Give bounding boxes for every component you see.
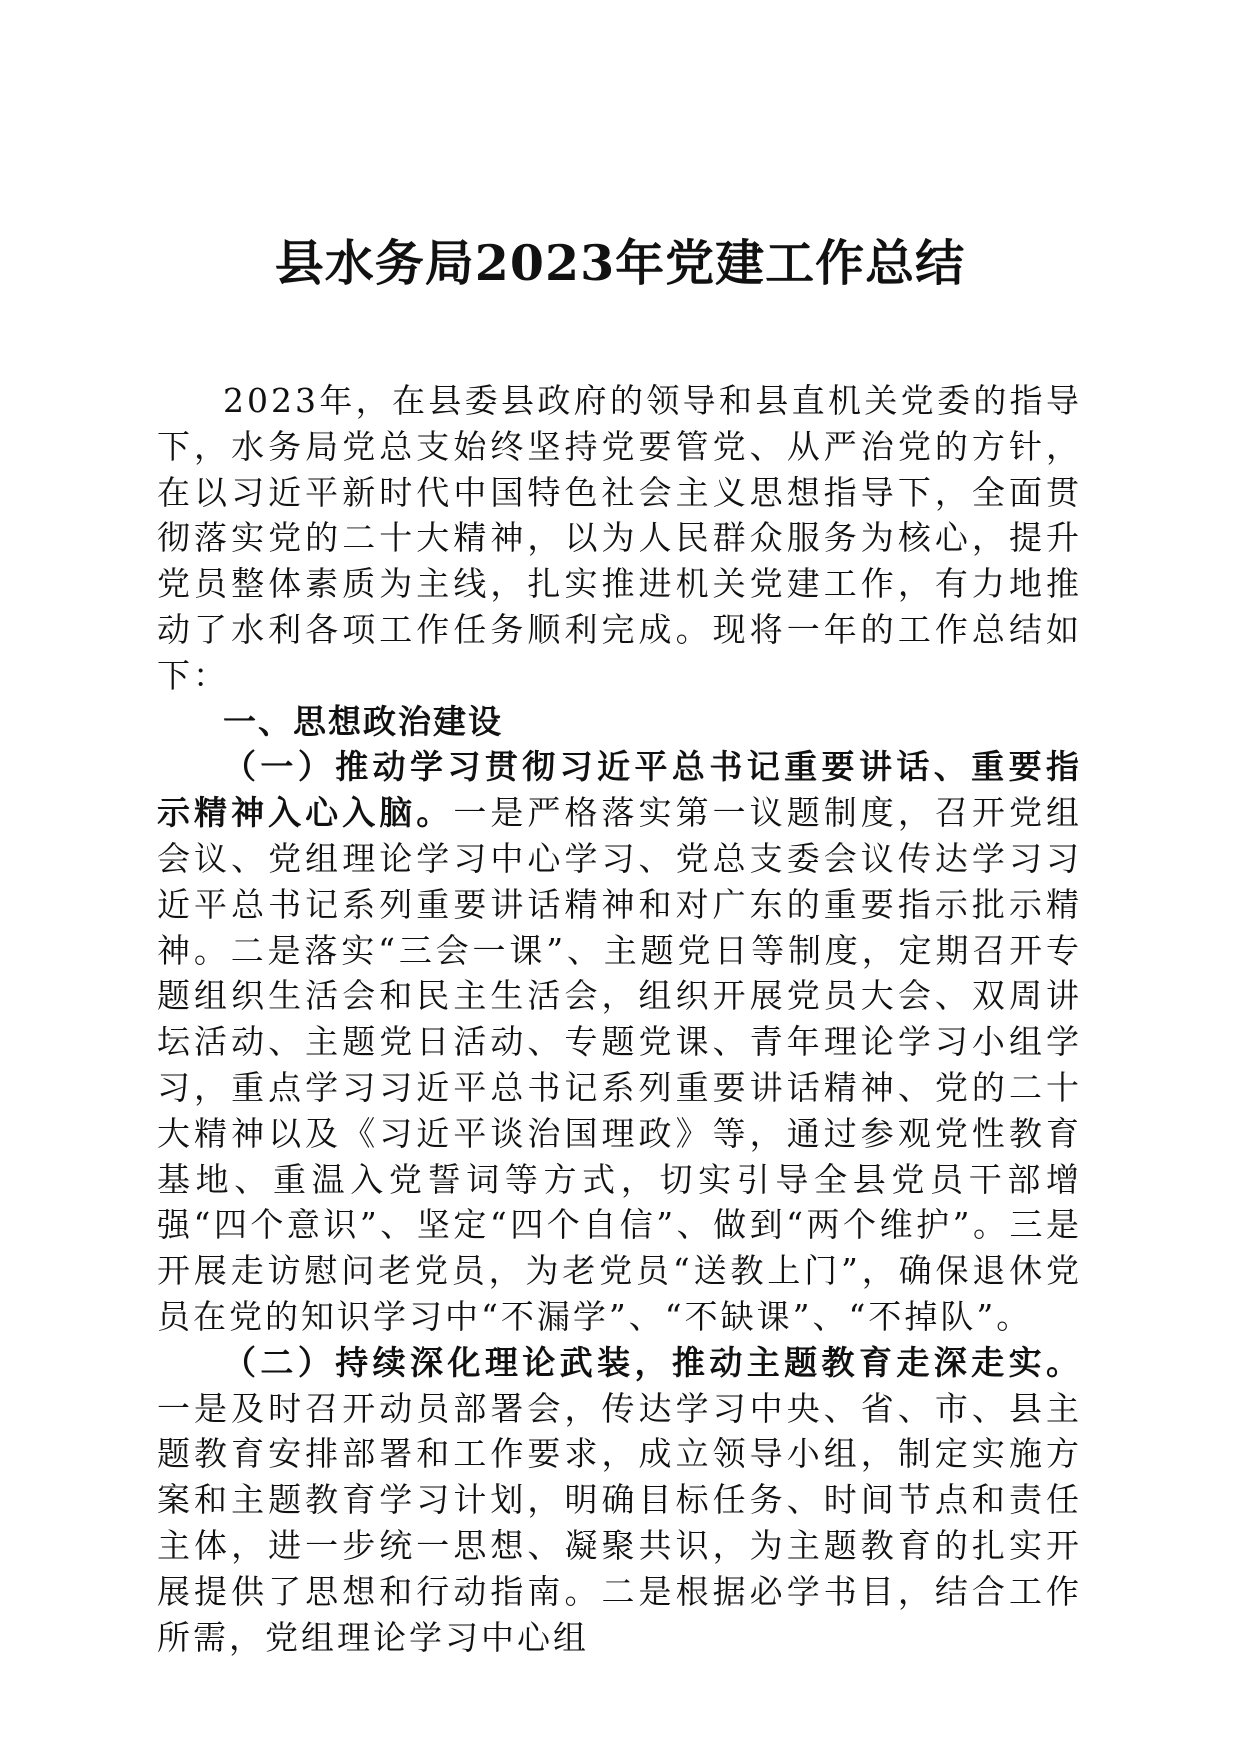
section-paragraph (157, 744, 1082, 1339)
paragraph-subheading: （一）推动学习贯彻习近平总书记重要讲话、重要指示精神入心入脑。 (157, 747, 1082, 833)
section-paragraph (157, 1340, 1082, 1661)
paragraph-subheading: （二）持续深化理论武装，推动主题教育走深走实。 (223, 1342, 1082, 1382)
document-body (157, 378, 1082, 1660)
document-title: 县水务局2023年党建工作总结 (274, 234, 966, 292)
intro-paragraph: 2023年，在县委县政府的领导和县直机关党委的指导下，水务局党总支始终坚持党要管党、从严治党的方针，在以习近平新时代中国特色社会主义思想指导下，全面贯彻落实党的二十大精神，以为人民群众服务为核心，提升党员整体素质为主线，扎实推进机关党建工作，有力地推动了水利各项工作任务顺利完成。现将一年的工作总结如下： (157, 381, 1082, 695)
paragraph-text: 一是严格落实第一议题制度，召开党组会议、党组理论学习中心学习、党总支委会议传达学习习近平总书记系列重要讲话精神和对广东的重要指示批示精神。二是落实“三会一课”、主题党日等制度，定期召开专题组织生活会和民主生活会，组织开展党员大会、双周讲坛活动、主题党日活动、专题党课、青年理论学习小组学习，重点学习习近平总书记系列重要讲话精神、党的二十大精神以及《习近平谈治国理政》等，通过参观党性教育基地、重温入党誓词等方式，切实引导全县党员干部增强“四个意识”、坚定“四个自信”、做到“两个维护”。三是开展走访慰问老党员，为老党员“送教上门”，确保退休党员在党的知识学习中“不漏学”、“不缺课”、“不掉队”。 (157, 793, 1083, 1336)
paragraph-text: 一是及时召开动员部署会，传达学习中央、省、市、县主题教育安排部署和工作要求，成立领导小组，制定实施方案和主题教育学习计划，明确目标任务、时间节点和责任主体，进一步统一思想、凝聚共识，为主题教育的扎实开展提供了思想和行动指南。二是根据必学书目，结合工作所需，党组理论学习中心组 (157, 1388, 1082, 1657)
section-heading: 一、思想政治建设 (223, 701, 503, 741)
